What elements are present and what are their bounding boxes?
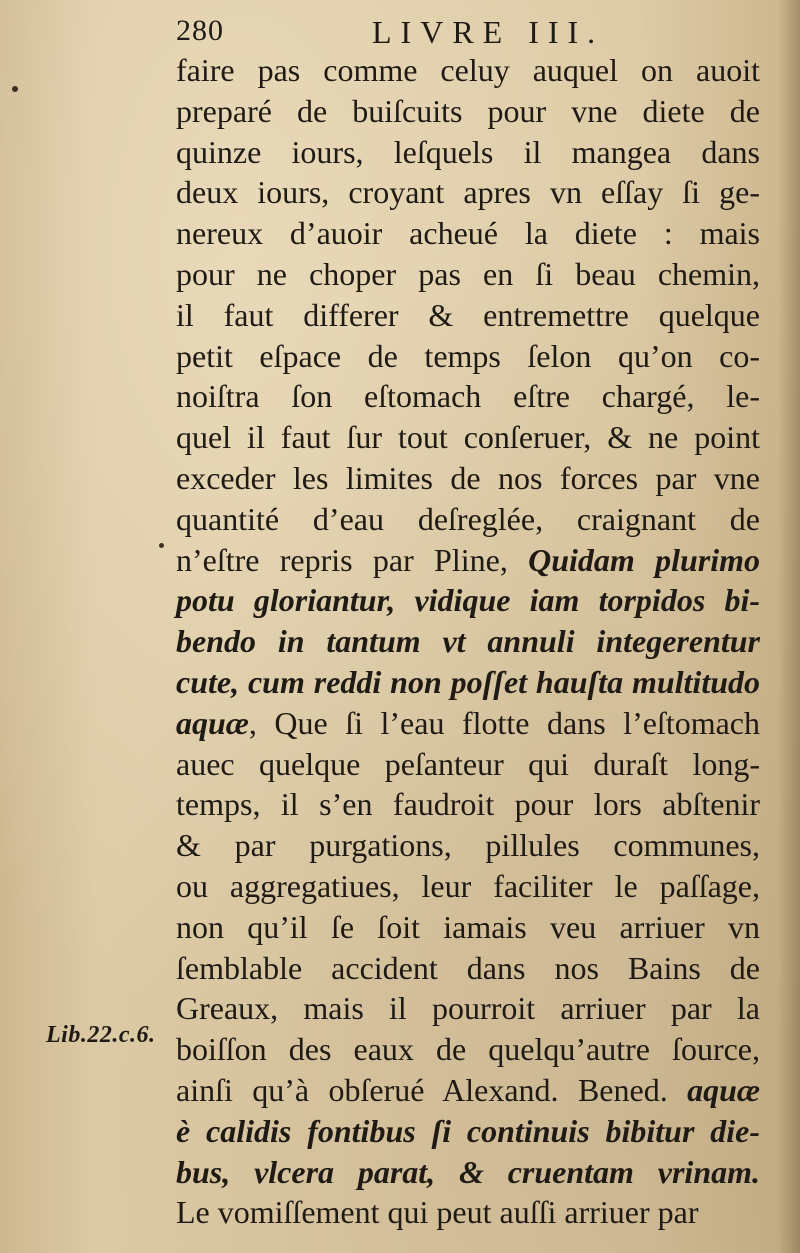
text-segment: noiſtra ſon eſtomach eſtre chargé, le- xyxy=(176,378,760,415)
text-segment: , Que ſi l’eau flotte dans l’eſtomach xyxy=(248,704,760,741)
text-line xyxy=(176,621,760,662)
latin-quotation: aquæ xyxy=(687,1071,760,1108)
text-line xyxy=(176,91,760,132)
text-segment: ainſi qu’à obſerué Alexand. Bened. xyxy=(176,1071,688,1108)
text-segment: petit eſpace de temps ſelon qu’on co- xyxy=(176,337,760,374)
latin-quotation: cute, cum reddi non poſſet hauſta multitudo xyxy=(176,663,760,700)
text-segment: quinze iours, leſquels il mangea dans xyxy=(176,133,760,170)
text-segment: n’eſtre repris par Pline, xyxy=(176,541,529,578)
text-line xyxy=(176,1029,760,1070)
text-segment: non qu’il ſe ſoit iamais veu arriuer vn xyxy=(176,908,760,945)
margin-ink-dot xyxy=(12,86,18,92)
latin-quotation: bus, vlcera parat, & cruentam vrinam. xyxy=(176,1153,760,1190)
text-segment: auec quelque peſanteur qui duraſt long- xyxy=(176,745,760,782)
text-segment: quel il faut ſur tout conſeruer, & ne point xyxy=(176,419,760,456)
text-segment: faire pas comme celuy auquel on auoit xyxy=(176,52,760,88)
text-segment: nereux d’auoir acheué la diete : mais xyxy=(176,215,760,252)
text-segment: preparé de buiſcuits pour vne diete de xyxy=(176,92,760,129)
text-line xyxy=(176,417,760,458)
text-line xyxy=(176,866,760,907)
text-segment: & par purgations, pillules communes, xyxy=(176,827,760,864)
text-line xyxy=(176,295,760,336)
text-segment: deux iours, croyant apres vn eſſay ſi ge- xyxy=(176,174,760,211)
page-header xyxy=(176,14,766,54)
text-line xyxy=(176,784,760,825)
page-edge-shadow xyxy=(778,0,800,1253)
text-line xyxy=(176,703,760,744)
margin-note-citation: Lib.22.c.6. xyxy=(46,1022,156,1048)
text-line xyxy=(176,662,760,703)
page-number: 280 xyxy=(176,14,224,47)
text-segment: il faut differer & entremettre quelque xyxy=(176,296,760,333)
text-segment: boiſſon des eaux de quelqu’autre ſource, xyxy=(176,1031,760,1068)
text-line xyxy=(176,50,760,91)
text-line xyxy=(176,458,760,499)
text-line xyxy=(176,213,760,254)
text-line xyxy=(176,540,760,581)
text-segment: ou aggregatiues, leur faciliter le paſſage, xyxy=(176,867,760,904)
text-line xyxy=(176,336,760,377)
latin-quotation: Quidam plurimo xyxy=(528,541,761,578)
text-line xyxy=(176,825,760,866)
text-line xyxy=(176,948,760,989)
text-line xyxy=(176,1192,760,1233)
text-segment: quantité d’eau deſreglée, craignant de xyxy=(176,500,760,537)
text-line xyxy=(176,744,760,785)
text-line xyxy=(176,1070,760,1111)
text-segment: Greaux, mais il pourroit arriuer par la xyxy=(176,990,760,1027)
text-line xyxy=(176,580,760,621)
latin-quotation: potu gloriantur, vidique iam torpidos bi- xyxy=(176,582,760,619)
text-line xyxy=(176,988,760,1029)
text-line xyxy=(176,132,760,173)
text-line xyxy=(176,376,760,417)
margin-ink-dot xyxy=(159,543,164,548)
latin-quotation: bendo in tantum vt annuli integerentur xyxy=(176,623,760,660)
text-segment: ſemblable accident dans nos Bains de xyxy=(176,949,760,986)
body-text xyxy=(176,50,760,1233)
latin-quotation: aquæ xyxy=(176,704,249,741)
text-segment: pour ne choper pas en ſi beau chemin, xyxy=(176,255,760,292)
text-segment: Le vomiſſement qui peut auſſi arriuer par xyxy=(176,1194,699,1231)
text-line xyxy=(176,499,760,540)
running-title: LIVRE III. xyxy=(372,14,605,50)
text-line xyxy=(176,907,760,948)
text-line xyxy=(176,254,760,295)
latin-quotation: è calidis fontibus ſi continuis bibitur die- xyxy=(176,1112,760,1149)
text-segment: exceder les limites de nos forces par vne xyxy=(176,459,760,496)
text-line xyxy=(176,1152,760,1193)
text-segment: temps, il s’en faudroit pour lors abſtenir xyxy=(176,786,760,823)
text-line xyxy=(176,1111,760,1152)
text-line xyxy=(176,172,760,213)
